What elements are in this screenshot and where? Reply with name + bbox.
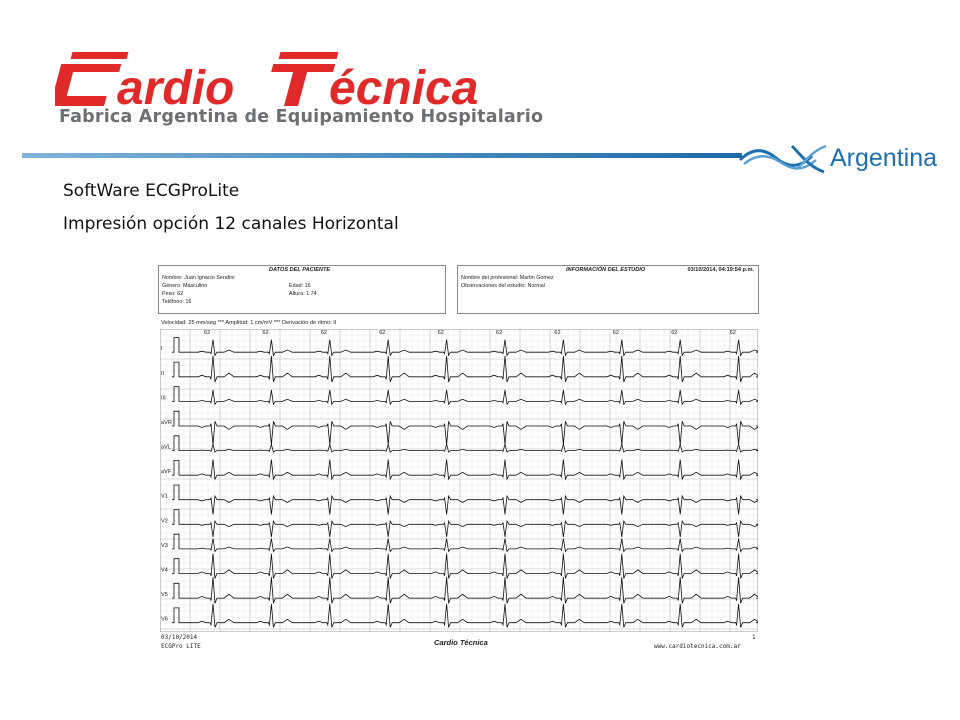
heart-rate-label: 62 [262,330,269,336]
patient-phone: Teléfono: 16 [162,299,192,305]
lead-label-aVL: aVL [161,444,171,451]
heart-rate-label: 62 [612,330,620,336]
heart-rate-label: 62 [729,330,736,336]
lead-label-V6: V6 [161,616,168,623]
study-datetime: 03/10/2014, 04:19:54 p.m. [687,267,754,273]
lead-label-V2: V2 [161,518,168,525]
heart-rate-label: 62 [379,330,386,336]
heart-rate-label: 62 [496,330,503,336]
lead-label-III: III [161,395,166,402]
argentina-label: Argentina [830,144,938,172]
heart-rate-label: 62 [320,330,328,336]
patient-name: Nombre: Juan Ignacio Serafini [162,275,235,281]
patient-age: Edad: 16 [289,283,311,289]
patient-box-title: DATOS DEL PACIENTE [269,267,331,273]
cardio-tecnica-logo [55,40,544,135]
footer-logo: Cardio Técnica [434,638,488,647]
heart-rate-label: 62 [554,330,561,336]
logo-subtitle: Fabrica Argentina de Equipamiento Hospitalario [59,107,544,127]
patient-gender: Género: Masculino [162,283,208,289]
lead-label-I: I [161,346,163,353]
patient-data-box [158,265,446,314]
recording-settings: Velocidad: 25 mm/seg *** Amplitud: 1 cm/mV *** Derivación de ritmo: II [161,320,337,326]
heart-rate-label: 62 [437,330,444,336]
ecg-trace-grid [160,329,758,632]
header-divider [22,153,742,158]
logo-wordmark [55,50,515,110]
footer-date: 03/10/2014 [161,634,198,641]
logo-word-ardio: ardio [117,62,235,110]
lead-label-aVF: aVF [161,469,172,476]
ecg-gridlines [160,329,758,632]
lead-label-V1: V1 [161,493,168,500]
study-professional: Nombre del profesional: Martin Gomez [461,275,554,281]
heart-rate-label: 62 [671,330,678,336]
footer-software: ECGPro LITE [161,643,201,650]
lead-label-aVR: aVR [161,419,172,426]
study-box-title: INFORMACIÓN DEL ESTUDIO [566,267,646,273]
argentina-brand [738,138,943,178]
slide-title-line2: Impresión opción 12 canales Horizontal [63,214,399,234]
lead-label-V3: V3 [161,542,168,549]
footer-page-number: 1 [752,634,756,641]
study-notes: Observaciones del estudio: Normal [461,283,545,289]
logo-word-ecnica: écnica [329,62,479,110]
patient-height: Altura: 1.74 [289,291,317,297]
lead-label-V4: V4 [161,567,168,574]
slide-title-line1: SoftWare ECGProLite [63,181,240,201]
argentina-wave-icon [738,138,833,178]
footer-website: www.cardiotecnica.com.ar [654,643,741,650]
study-info-box [457,265,759,314]
lead-label-II: II [161,370,165,377]
patient-weight: Peso: 62 [162,291,184,297]
lead-label-V5: V5 [161,592,168,599]
heart-rate-label: 62 [204,330,211,336]
ecg-report [158,262,764,657]
